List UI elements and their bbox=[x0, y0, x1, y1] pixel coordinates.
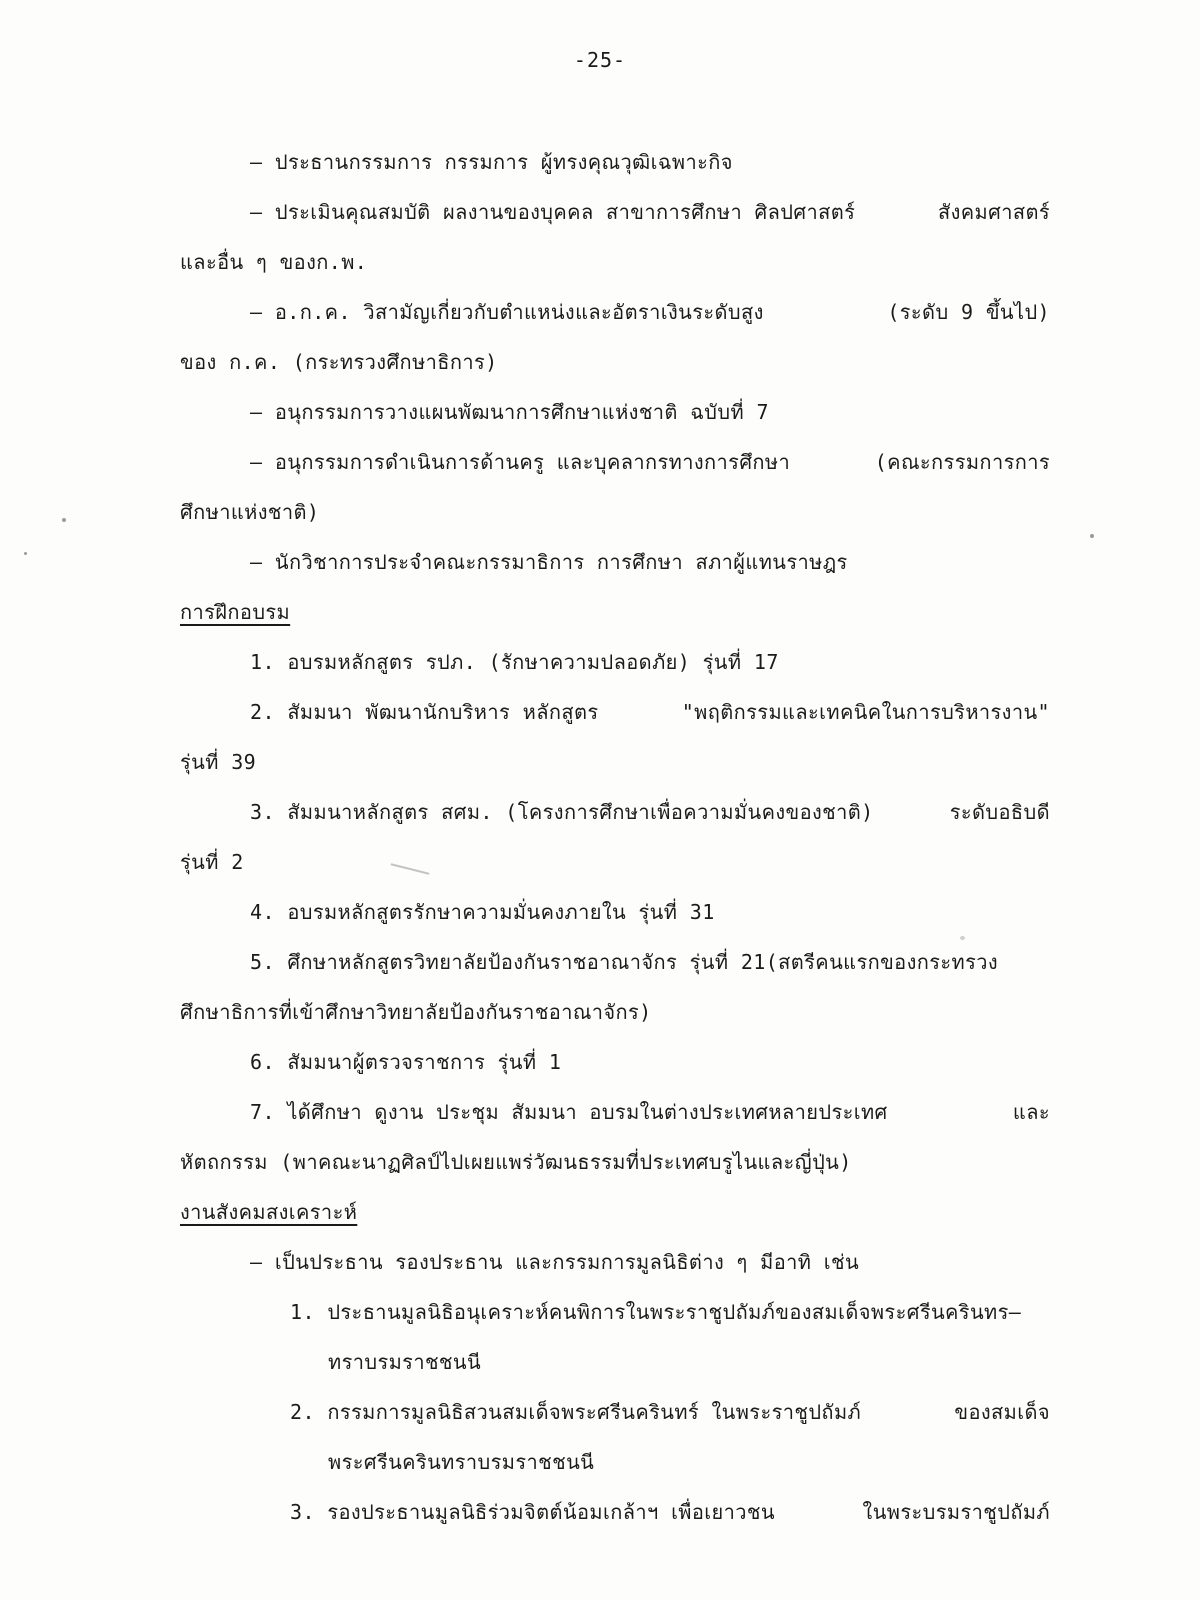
text-line bbox=[250, 698, 1050, 726]
text-line: 5. ศึกษาหลักสูตรวิทยาลัยป้องกันราชอาณาจักร รุ่นที่ 21(สตรีคนแรกของกระทรวง bbox=[250, 950, 999, 974]
text-line: ของ ก.ค. (กระทรวงศึกษาธิการ) bbox=[180, 350, 498, 374]
scan-speck bbox=[62, 518, 66, 522]
text-line: – เป็นประธาน รองประธาน และกรรมการมูลนิธิต่าง ๆ มีอาทิ เช่น bbox=[250, 1250, 860, 1274]
text-segment: – อ.ก.ค. วิสามัญเกี่ยวกับตำแหน่งและอัตราเงินระดับสูง bbox=[250, 300, 764, 324]
scan-speck bbox=[1090, 534, 1094, 538]
page-number: -25- bbox=[573, 48, 627, 72]
text-line: 1. อบรมหลักสูตร รปภ. (รักษาความปลอดภัย) รุ่นที่ 17 bbox=[250, 650, 779, 674]
text-line bbox=[290, 1398, 1050, 1426]
text-line: – นักวิชาการประจำคณะกรรมาธิการ การศึกษา สภาผู้แทนราษฎร bbox=[250, 550, 848, 574]
text-segment: สังคมศาสตร์ bbox=[938, 200, 1050, 224]
text-segment: – อนุกรรมการดำเนินการด้านครู และบุคลากรทางการศึกษา bbox=[250, 450, 791, 474]
text-segment: ในพระบรมราชูปถัมภ์ bbox=[862, 1500, 1050, 1524]
text-segment: 7. ได้ศึกษา ดูงาน ประชุม สัมมนา อบรมในต่างประเทศหลายประเทศ bbox=[250, 1100, 888, 1124]
text-line bbox=[290, 1498, 1050, 1526]
text-segment: และ bbox=[1012, 1100, 1050, 1124]
text-line: – อนุกรรมการวางแผนพัฒนาการศึกษาแห่งชาติ ฉบับที่ 7 bbox=[250, 400, 769, 424]
text-line: รุ่นที่ 39 bbox=[180, 750, 257, 774]
text-segment: – ประเมินคุณสมบัติ ผลงานของบุคคล สาขาการศึกษา ศิลปศาสตร์ bbox=[250, 200, 856, 224]
text-segment: 2. กรรมการมูลนิธิสวนสมเด็จพระศรีนครินทร์ ในพระราชูปถัมภ์ bbox=[290, 1400, 862, 1424]
text-segment: 3. สัมมนาหลักสูตร สศม. (โครงการศึกษาเพื่อความมั่นคงของชาติ) bbox=[250, 800, 874, 824]
text-segment: "พฤติกรรมและเทคนิคในการบริหารงาน" bbox=[681, 700, 1050, 724]
scan-speck bbox=[960, 936, 965, 940]
text-line: 1. ประธานมูลนิธิอนุเคราะห์คนพิการในพระราชูปถัมภ์ของสมเด็จพระศรีนครินทร– bbox=[290, 1300, 1022, 1324]
text-line: หัตถกรรม (พาคณะนาฏศิลป์ไปเผยแพร่วัฒนธรรมที่ประเทศบรูไนและญี่ปุ่น) bbox=[180, 1150, 852, 1174]
text-segment: ระดับอธิบดี bbox=[949, 800, 1050, 824]
text-line bbox=[250, 798, 1050, 826]
text-line: พระศรีนครินทราบรมราชชนนี bbox=[328, 1450, 595, 1474]
text-segment: (ระดับ 9 ขึ้นไป) bbox=[887, 300, 1050, 324]
text-line: ทราบรมราชชนนี bbox=[328, 1350, 482, 1374]
text-line: ศึกษาธิการที่เข้าศึกษาวิทยาลัยป้องกันราชอาณาจักร) bbox=[180, 1000, 652, 1024]
text-line: รุ่นที่ 2 bbox=[180, 850, 244, 874]
text-line: และอื่น ๆ ของก.พ. bbox=[180, 250, 368, 274]
text-segment: ของสมเด็จ bbox=[954, 1400, 1050, 1424]
text-line bbox=[250, 198, 1050, 226]
text-line bbox=[250, 298, 1050, 326]
text-line bbox=[250, 448, 1050, 476]
text-line: – ประธานกรรมการ กรรมการ ผู้ทรงคุณวุฒิเฉพาะกิจ bbox=[250, 150, 733, 174]
text-segment: 3. รองประธานมูลนิธิร่วมจิตต์น้อมเกล้าฯ เพื่อเยาวชน bbox=[290, 1500, 775, 1524]
section-heading-training: การฝึกอบรม bbox=[180, 600, 291, 624]
scan-mark bbox=[390, 863, 429, 875]
text-line: 6. สัมมนาผู้ตรวจราชการ รุ่นที่ 1 bbox=[250, 1050, 562, 1074]
text-line: ศึกษาแห่งชาติ) bbox=[180, 500, 320, 524]
text-segment: (คณะกรรมการการ bbox=[874, 450, 1050, 474]
text-line bbox=[250, 1098, 1050, 1126]
section-heading-social-work: งานสังคมสงเคราะห์ bbox=[180, 1200, 358, 1224]
text-segment: 2. สัมมนา พัฒนานักบริหาร หลักสูตร bbox=[250, 700, 599, 724]
text-line: 4. อบรมหลักสูตรรักษาความมั่นคงภายใน รุ่นที่ 31 bbox=[250, 900, 715, 924]
scan-speck bbox=[24, 552, 27, 555]
